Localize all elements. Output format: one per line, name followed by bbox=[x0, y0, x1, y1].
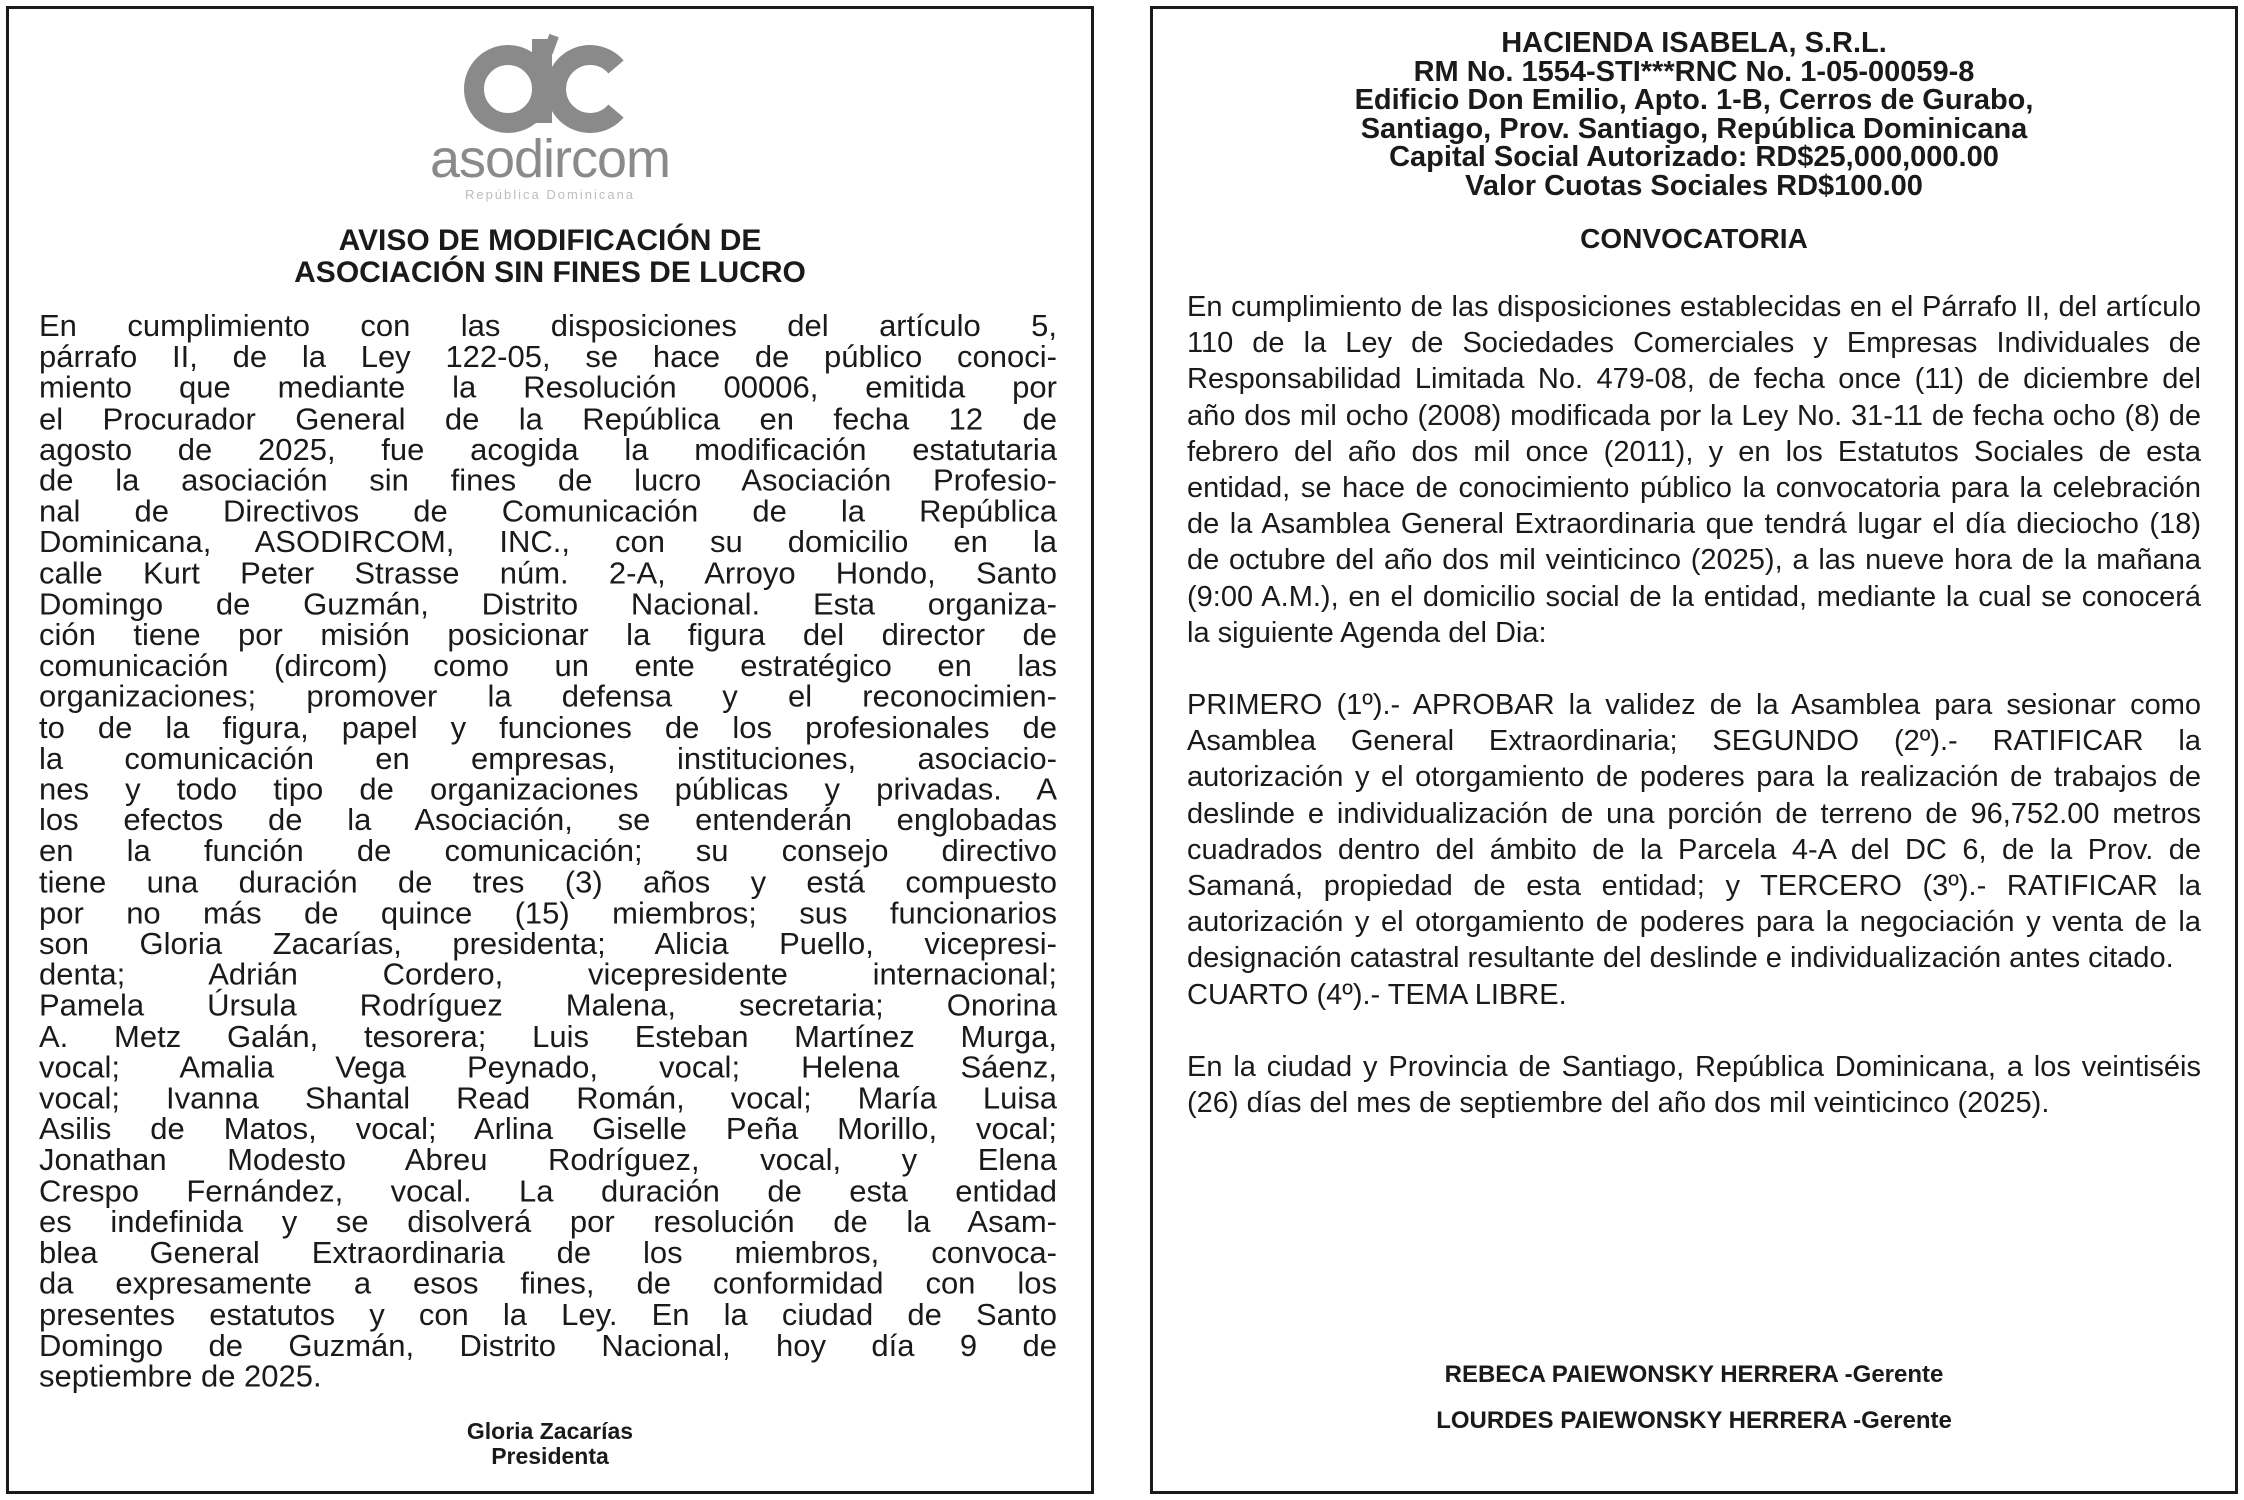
body-line: Domingo de Guzmán, Distrito Nacional. Esta organiza- bbox=[39, 586, 1057, 622]
asodircom-logo bbox=[9, 31, 1091, 209]
body-line: organizaciones; promover la defensa y el reconocimien- bbox=[39, 679, 1057, 714]
body-line: Crespo Fernández, vocal. La duración de esta entidad bbox=[39, 1173, 1057, 1209]
body-line: Domingo de Guzmán, Distrito Nacional, hoy día 9 de bbox=[39, 1327, 1057, 1363]
hacienda-isabela-notice bbox=[1150, 6, 2238, 1494]
asodircom-notice bbox=[6, 6, 1094, 1494]
body-line: por no más de quince (15) miembros; sus funcionarios bbox=[39, 895, 1057, 931]
company-registry: RM No. 1554-STI***RNC No. 1-05-00059-8 bbox=[1413, 55, 1975, 88]
body-line: nes y todo tipo de organizaciones públicas y privadas. A bbox=[39, 771, 1057, 807]
title-line-2: ASOCIACIÓN SIN FINES DE LUCRO bbox=[294, 256, 806, 289]
body-line: Jonathan Modesto Abreu Rodríguez, vocal, y Elena bbox=[39, 1142, 1057, 1178]
body-line: son Gloria Zacarías, presidenta; Alicia Puello, vicepresi- bbox=[39, 926, 1057, 961]
logo-subtitle: República Dominicana bbox=[464, 187, 636, 202]
body-line: vocal; Amalia Vega Peynado, vocal; Helena Sáenz, bbox=[39, 1049, 1057, 1085]
body-line: vocal; Ivanna Shantal Read Román, vocal; María Luisa bbox=[39, 1080, 1057, 1116]
body-line: presentes estatutos y con la Ley. En la ciudad de Santo bbox=[39, 1296, 1057, 1332]
signature-title: Presidenta bbox=[491, 1443, 609, 1469]
convocatoria-title: CONVOCATORIA bbox=[1580, 223, 1808, 254]
body-line: Dominicana, ASODIRCOM, INC., con su domicilio en la bbox=[39, 524, 1057, 560]
agenda-item-4: CUARTO (4º).- TEMA LIBRE. bbox=[1187, 978, 1567, 1011]
company-address-2: Santiago, Prov. Santiago, República Dominicana bbox=[1360, 112, 2028, 145]
signature-name: Gloria Zacarías bbox=[466, 1418, 634, 1444]
company-header bbox=[1153, 29, 2235, 200]
body-line: ción tiene por misión posicionar la figura del director de bbox=[39, 617, 1057, 653]
paragraph-gap bbox=[1187, 1013, 2201, 1049]
body-line: blea General Extraordinaria de los miembros, convoca- bbox=[39, 1235, 1057, 1270]
company-address-1: Edificio Don Emilio, Apto. 1-B, Cerros de Gurabo, bbox=[1354, 84, 2034, 116]
title-line-1: AVISO DE MODIFICACIÓN DE bbox=[338, 224, 762, 257]
body-line: A. Metz Galán, tesorera; Luis Esteban Martínez Murga, bbox=[39, 1018, 1057, 1054]
body-line: Pamela Úrsula Rodríguez Malena, secretaria; Onorina bbox=[39, 988, 1057, 1023]
logo-wordmark: asodircom bbox=[429, 129, 671, 189]
paragraph-gap bbox=[1187, 651, 2201, 687]
body-line: denta; Adrián Cordero, vicepresidente internacional; bbox=[39, 957, 1057, 992]
body-line: nal de Directivos de Comunicación de la República bbox=[39, 493, 1057, 529]
body-line: septiembre de 2025. bbox=[39, 1358, 322, 1394]
notice-body bbox=[39, 308, 1057, 1394]
intro-paragraph: En cumplimiento de las disposiciones establecidas en el Párrafo II, del artículo 110 de la Ley de Sociedades Comerciales y Empresas Individuales de Responsabilidad Limitada No. 479-08, de fecha once (11) de diciembre del año dos mil ocho (2008) modificada por la Ley No. 31-11 de fecha ocho (8) de febrero del año dos mil once (2011), y en los Estatutos Sociales de esta entidad, se hace de conocimiento público la convocatoria para la celebración de la Asamblea General Extraordinaria que tendrá lugar el día dieciocho (18) de octubre del año dos mil veinticinco (2025), a las nueve hora de la mañana (9:00 A.M.), en el domicilio social de la entidad, mediante la cual se conocerá la siguiente Agenda del Dia: bbox=[1187, 291, 2201, 649]
signature-1: REBECA PAIEWONSKY HERRERA -Gerente bbox=[1444, 1361, 1944, 1388]
body-line: Asilis de Matos, vocal; Arlina Giselle Peña Morillo, vocal; bbox=[39, 1111, 1057, 1147]
body-line: agosto de 2025, fue acogida la modificación estatutaria bbox=[39, 432, 1057, 467]
body-line: la comunicación en empresas, instituciones, asociacio- bbox=[39, 740, 1057, 776]
company-share-value: Valor Cuotas Sociales RD$100.00 bbox=[1465, 169, 1923, 202]
body-line: comunicación (dircom) como un ente estratégico en las bbox=[39, 648, 1057, 683]
body-line: los efectos de la Asociación, se entenderán englobadas bbox=[39, 802, 1057, 838]
body-line: es indefinida y se disolverá por resolución de la Asam- bbox=[39, 1204, 1057, 1239]
body-line: de la asociación sin fines de lucro Asociación Profesio- bbox=[39, 462, 1057, 498]
body-line: en la función de comunicación; su consejo directivo bbox=[39, 833, 1057, 869]
convocatoria-body bbox=[1187, 289, 2201, 1121]
closing-paragraph: En la ciudad y Provincia de Santiago, República Dominicana, a los veintiséis (26) días del mes de septiembre del año dos mil veinticinco (2025). bbox=[1187, 1050, 2201, 1120]
body-line: tiene una duración de tres (3) años y está compuesto bbox=[39, 864, 1057, 900]
company-capital: Capital Social Autorizado: RD$25,000,000.00 bbox=[1389, 141, 1999, 173]
body-line: En cumplimiento con las disposiciones del artículo 5, bbox=[39, 308, 1057, 344]
body-line: da expresamente a esos fines, de conformidad con los bbox=[39, 1266, 1057, 1301]
asodircom-logo-icon bbox=[370, 31, 730, 209]
signature-block bbox=[9, 1419, 1091, 1469]
signature-2: LOURDES PAIEWONSKY HERRERA -Gerente bbox=[1436, 1407, 1952, 1434]
body-line: calle Kurt Peter Strasse núm. 2-A, Arroyo Hondo, Santo bbox=[39, 555, 1057, 591]
body-line: párrafo II, de la Ley 122-05, se hace de público conoci- bbox=[39, 339, 1057, 375]
body-line: miento que mediante la Resolución 00006, emitida por bbox=[39, 370, 1057, 405]
body-line: to de la figura, papel y funciones de los profesionales de bbox=[39, 710, 1057, 745]
body-line: el Procurador General de la República en fecha 12 de bbox=[39, 401, 1057, 436]
company-name: HACIENDA ISABELA, S.R.L. bbox=[1501, 27, 1887, 59]
notice-title bbox=[9, 225, 1091, 289]
agenda-items: PRIMERO (1º).- APROBAR la validez de la Asamblea para sesionar como Asamblea General Extraordinaria; SEGUNDO (2º).- RATIFICAR la autorización y el otorgamiento de poderes para la realización de trabajos de deslinde e individualización de una porción de terreno de 96,752.00 metros cuadrados dentro del ámbito de la Parcela 4-A del DC 6, de la Prov. de Samaná, propiedad de esta entidad; y TERCERO (3º).- RATIFICAR la autorización y el otorgamiento de poderes para la negociación y venta de la designación catastral resultante del deslinde e individualización antes citado. bbox=[1187, 689, 2201, 975]
